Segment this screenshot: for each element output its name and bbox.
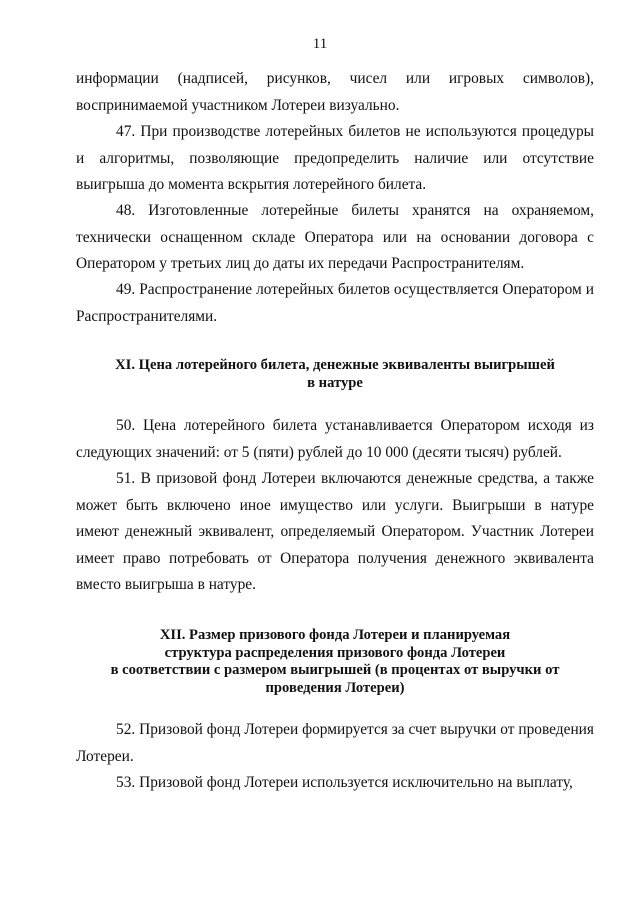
section-heading-xi [76,357,594,392]
paragraph-49: 49. Распространение лотерейных билетов осуществляется Оператором и Распространителями. [76,281,594,325]
paragraph-47: 47. При производстве лотерейных билетов не используются процедуры и алгоритмы, позволяющие предопределить наличие или отсутствие выигрыша до момента вскрытия лотерейного билета. [76,123,594,194]
section-heading-xii [76,627,594,697]
section-heading-xi-line2: в натуре [307,374,363,391]
paragraph-48: 48. Изготовленные лотерейные билеты хранятся на охраняемом, технически оснащенном складе Оператора или на основании договора с Оператором у третьих лиц до даты их передачи Распространителям. [76,202,594,273]
paragraph-52: 52. Призовой фонд Лотереи формируется за счет выручки от проведения Лотереи. [76,721,594,765]
section-heading-xii-line4: проведения Лотереи) [265,679,405,696]
section-heading-xii-line3: в соответствии с размером выигрышей (в процентах от выручки от [110,662,560,678]
section-heading-xii-line2: структура распределения призового фонда Лотереи [164,644,506,661]
paragraph-53: 53. Призовой фонд Лотереи используется исключительно на выплату, [116,774,573,791]
page-number: 11 [312,36,328,52]
section-heading-xi-line1: XI. Цена лотерейного билета, денежные эквиваленты выигрышей [115,357,555,373]
section-heading-xii-line1: XII. Размер призового фонда Лотереи и планируемая [159,627,511,643]
paragraph-continuation: информации (надписей, рисунков, чисел или игровых символов), воспринимаемой участником Лотереи визуально. [76,70,594,114]
paragraph-51: 51. В призовой фонд Лотереи включаются денежные средства, а также может быть включено иное имущество или услуги. Выигрыши в натуре имеют денежный эквивалент, определяемый Оператором. Участник Лотереи имеет право потребовать от Оператора получения денежного эквивалента вместо выигрыша в натуре. [76,470,594,594]
paragraph-50: 50. Цена лотерейного билета устанавливается Оператором исходя из следующих значений: от 5 (пяти) рублей до 10 000 (десяти тысяч) рублей. [76,417,594,461]
